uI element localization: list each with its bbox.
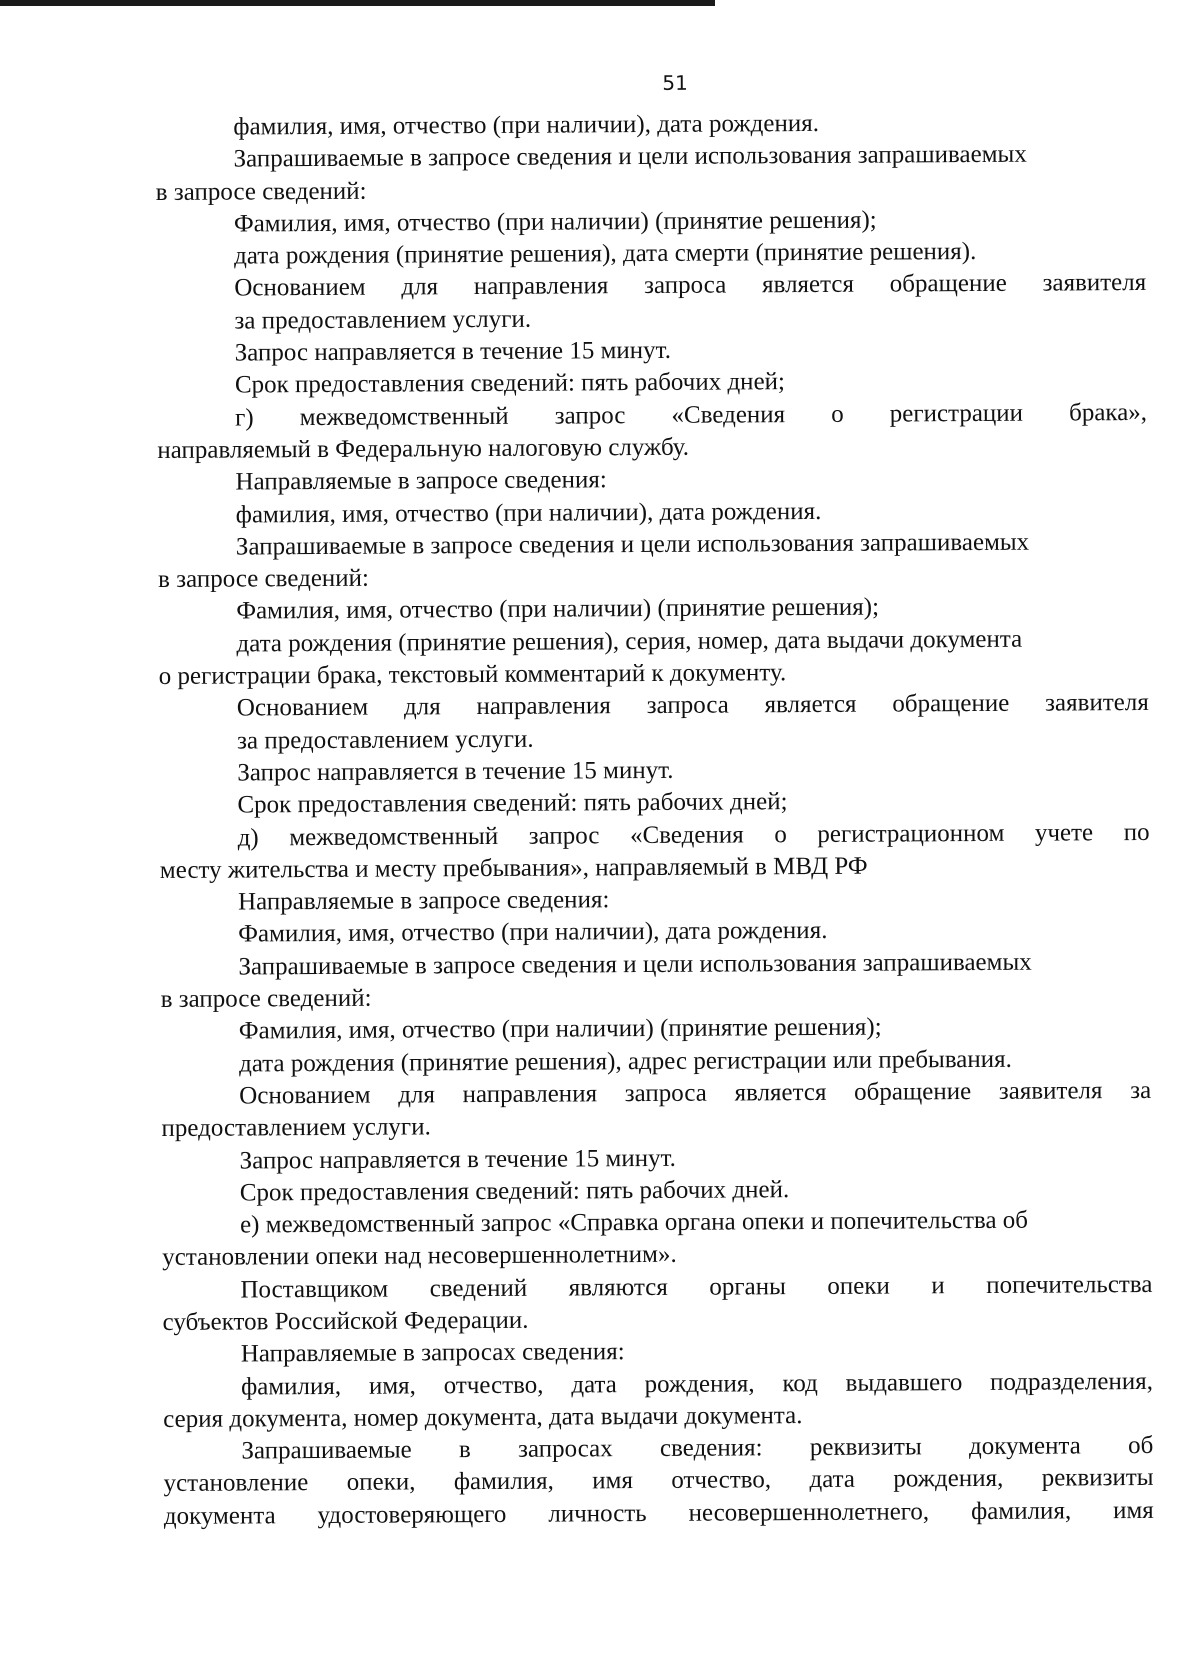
text-line: Фамилия, имя, отчество (при наличии) (принятие решения); xyxy=(238,1013,882,1045)
word: для xyxy=(401,273,439,301)
word: выдавшего xyxy=(845,1368,963,1397)
word: имя, xyxy=(368,1372,416,1400)
word: запросах xyxy=(517,1435,613,1463)
text-line xyxy=(164,1495,1154,1533)
page-number: 51 xyxy=(662,70,688,95)
word: рождения, xyxy=(893,1465,1004,1493)
word: запрос xyxy=(554,401,626,430)
text-line: за предоставлением услуги. xyxy=(236,725,534,755)
word: опеки, xyxy=(346,1468,416,1497)
text-line: фамилия, имя, отчество (при наличии), дата рождения. xyxy=(233,109,820,141)
word: дата xyxy=(571,1370,617,1399)
word: рождения, xyxy=(644,1369,755,1398)
word: реквизиты xyxy=(1041,1464,1154,1493)
word: документа xyxy=(163,1502,276,1530)
word: Основанием xyxy=(239,1081,371,1110)
word: по xyxy=(1123,818,1150,846)
word: отчество, xyxy=(443,1371,544,1399)
word: отчество, xyxy=(671,1466,772,1495)
word: Поставщиком xyxy=(240,1275,389,1304)
text-line: Срок предоставления сведений: пять рабочих дней; xyxy=(237,788,788,819)
word: направления xyxy=(473,272,609,301)
text-line: дата рождения (принятие решения), дата смерти (принятие решения). xyxy=(234,238,977,270)
word: об xyxy=(1128,1432,1154,1460)
word: межведомственный xyxy=(289,822,499,851)
word: заявителя xyxy=(1042,269,1147,298)
word: установление xyxy=(163,1469,309,1498)
word: «Сведения xyxy=(629,820,744,849)
text-line: е) межведомственный запрос «Справка органа опеки и попечительства об xyxy=(239,1206,1029,1239)
text-line: предоставлением услуги. xyxy=(161,1113,431,1143)
text-line xyxy=(162,1269,1152,1307)
text-line xyxy=(163,1430,1153,1468)
text-line xyxy=(160,816,1150,854)
text-line: Запрашиваемые в запросе сведения и цели использования запрашиваемых xyxy=(235,528,1030,561)
word: несовершеннолетнего, xyxy=(688,1498,930,1527)
word: запроса xyxy=(624,1079,707,1108)
document-page xyxy=(155,68,1154,1533)
word: является xyxy=(734,1078,827,1107)
word: имя xyxy=(1112,1496,1154,1524)
word: попечительства xyxy=(986,1270,1153,1299)
word: личность xyxy=(548,1499,647,1528)
text-line: Запрос направляется в течение 15 минут. xyxy=(239,1144,676,1175)
word: направления xyxy=(476,692,611,721)
text-line: серия документа, номер документа, дата выдачи документа. xyxy=(163,1401,803,1433)
word: Основанием xyxy=(236,694,369,722)
text-line: субъектов Российской Федерации. xyxy=(162,1306,529,1336)
word: брака», xyxy=(1068,398,1148,427)
word: регистрационном xyxy=(817,819,1005,848)
text-line: Фамилия, имя, отчество (при наличии), дата рождения. xyxy=(238,917,828,948)
text-line: месту жительства и месту пребывания», направляемый в МВД РФ xyxy=(159,852,868,884)
word: д) xyxy=(237,823,259,852)
text-line: Запрашиваемые в запросе сведения и цели использования запрашиваемых xyxy=(238,948,1032,981)
word: органы xyxy=(709,1272,786,1301)
text-line: Направляемые в запросах сведения: xyxy=(240,1338,625,1368)
text-line xyxy=(157,397,1147,435)
word: «Сведения xyxy=(671,400,786,429)
word: имя xyxy=(592,1467,634,1495)
word: обращение xyxy=(892,690,1010,718)
word: о xyxy=(774,820,787,848)
text-line: направляемый в Федеральную налоговую службу. xyxy=(157,433,690,464)
word: обращение xyxy=(854,1077,972,1106)
text-line: Запрос направляется в течение 15 минут. xyxy=(237,756,674,787)
text-line: дата рождения (принятие решения), адрес регистрации или пребывания. xyxy=(238,1045,1012,1078)
text-line: в запросе сведений: xyxy=(155,177,367,206)
word: является xyxy=(761,271,855,299)
scan-top-edge xyxy=(0,0,715,6)
word: реквизиты xyxy=(809,1433,922,1462)
text-line: Срок предоставления сведений: пять рабочих дней; xyxy=(234,368,786,399)
word: удостоверяющего xyxy=(317,1500,507,1529)
text-line: Фамилия, имя, отчество (при наличии) (принятие решения); xyxy=(233,206,877,238)
word: Запрашиваемые xyxy=(241,1436,412,1465)
word: запрос xyxy=(528,821,600,850)
word: Основанием xyxy=(234,274,366,303)
word: направления xyxy=(462,1080,598,1109)
word: фамилия, xyxy=(453,1468,554,1496)
text-line xyxy=(159,687,1149,725)
word: фамилия, xyxy=(970,1497,1072,1525)
text-line: за предоставлением услуги. xyxy=(234,305,532,335)
word: являются xyxy=(568,1273,668,1302)
text-line: установлении опеки над несовершеннолетним». xyxy=(162,1241,677,1272)
word: запроса xyxy=(646,691,729,720)
text-line: Фамилия, имя, отчество (при наличии) (принятие решения); xyxy=(236,594,880,625)
word: является xyxy=(764,691,857,719)
text-line: Направляемые в запросе сведения: xyxy=(235,466,607,496)
text-line: в запросе сведений: xyxy=(158,564,370,594)
word: для xyxy=(398,1081,435,1109)
text-line: фамилия, имя, отчество (при наличии), дата рождения. xyxy=(235,497,822,529)
word: сведения: xyxy=(659,1434,763,1463)
word: учете xyxy=(1034,818,1094,847)
word: заявителя xyxy=(1045,689,1149,717)
word: о xyxy=(831,400,844,428)
word: г) xyxy=(235,404,254,432)
word: дата xyxy=(809,1466,856,1494)
word: сведений xyxy=(429,1274,528,1303)
word: подразделения, xyxy=(990,1367,1154,1396)
text-line: Запрашиваемые в запросе сведения и цели использования запрашиваемых xyxy=(233,140,1027,173)
word: в xyxy=(458,1436,471,1464)
text-line: Срок предоставления сведений: пять рабочих дней. xyxy=(239,1175,790,1207)
word: документа xyxy=(968,1432,1081,1461)
text-line: в запросе сведений: xyxy=(160,984,372,1013)
word: регистрации xyxy=(889,399,1024,428)
word: межведомственный xyxy=(299,402,509,431)
text-line: Запрос направляется в течение 15 минут. xyxy=(234,336,672,367)
word: опеки xyxy=(827,1272,890,1300)
word: и xyxy=(931,1271,945,1299)
text-line: Направляемые в запросе сведения: xyxy=(237,886,610,916)
text-line: дата рождения (принятие решения), серия, номер, дата выдачи документа xyxy=(236,625,1023,658)
word: заявителя xyxy=(998,1077,1103,1105)
word: фамилия, xyxy=(240,1372,342,1401)
word: для xyxy=(403,693,441,721)
text-line: о регистрации брака, текстовый комментарий к документу. xyxy=(158,659,787,691)
text-line xyxy=(161,1075,1151,1113)
text-line xyxy=(156,267,1146,305)
text-line xyxy=(163,1366,1153,1404)
word: обращение xyxy=(889,270,1007,298)
word: запроса xyxy=(644,271,727,300)
word: код xyxy=(782,1369,818,1397)
word: за xyxy=(1130,1076,1152,1104)
